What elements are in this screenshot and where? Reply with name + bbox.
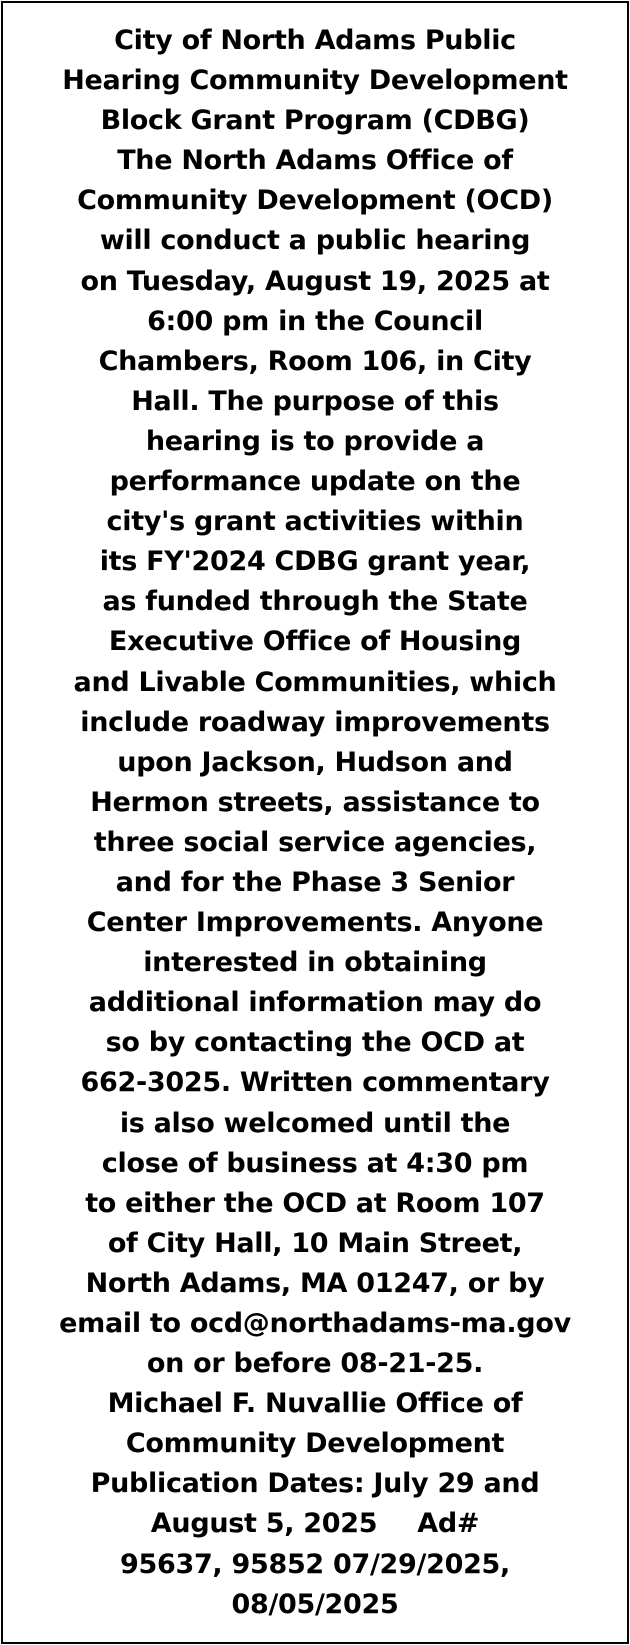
- notice-line: 6:00 pm in the Council: [147, 305, 483, 337]
- notice-line: so by contacting the OCD at: [105, 1027, 525, 1059]
- notice-signature-line: Community Development: [125, 1428, 505, 1460]
- notice-line: include roadway improvements: [80, 706, 550, 738]
- ad-numbers-line: 95637, 95852 07/29/2025,: [120, 1548, 510, 1580]
- notice-line: North Adams, MA 01247, or by: [85, 1267, 545, 1299]
- notice-line: city's grant activities within: [106, 506, 524, 538]
- notice-line: and for the Phase 3 Senior: [115, 866, 515, 898]
- notice-line: three social service agencies,: [93, 826, 537, 858]
- publication-dates-line: Publication Dates: July 29 and: [90, 1468, 540, 1500]
- notice-line: upon Jackson, Hudson and: [117, 746, 513, 778]
- final-date-line: 08/05/2025: [231, 1588, 399, 1620]
- notice-line: Chambers, Room 106, in City: [98, 345, 532, 377]
- notice-line: 662-3025. Written commentary: [80, 1067, 550, 1099]
- notice-line: The North Adams Office of: [117, 145, 513, 177]
- publication-dates-end-line: [3, 1504, 627, 1544]
- notice-line: Community Development (OCD): [77, 185, 553, 217]
- publication-dates-end: August 5, 2025: [150, 1508, 378, 1540]
- notice-line: as funded through the State: [102, 586, 528, 618]
- notice-line: Hearing Community Development: [62, 65, 568, 97]
- legal-notice-text: [3, 21, 627, 1625]
- notice-line: close of business at 4:30 pm: [101, 1147, 529, 1179]
- notice-line: Hermon streets, assistance to: [90, 786, 540, 818]
- notice-line: will conduct a public hearing: [99, 225, 531, 257]
- notice-line: to either the OCD at Room 107: [85, 1187, 545, 1219]
- notice-line: its FY'2024 CDBG grant year,: [99, 546, 531, 578]
- notice-email-line: email to ocd@northadams-ma.gov: [59, 1308, 571, 1339]
- legal-notice-frame: [1, 1, 629, 1644]
- notice-line: on Tuesday, August 19, 2025 at: [80, 265, 550, 297]
- notice-line: Center Improvements. Anyone: [86, 907, 544, 939]
- notice-line: Block Grant Program (CDBG): [100, 105, 530, 137]
- notice-line: Hall. The purpose of this: [131, 385, 499, 417]
- notice-line: additional information may do: [88, 987, 542, 1019]
- ad-number-label: Ad#: [417, 1508, 480, 1540]
- notice-line: City of North Adams Public: [114, 25, 516, 56]
- notice-line: Executive Office of Housing: [108, 626, 522, 658]
- notice-line: performance update on the: [109, 466, 521, 498]
- notice-line: is also welcomed until the: [119, 1107, 511, 1139]
- notice-line: interested in obtaining: [143, 947, 487, 979]
- notice-line: hearing is to provide a: [145, 425, 485, 457]
- notice-line: and Livable Communities, which: [73, 666, 557, 698]
- notice-line: of City Hall, 10 Main Street,: [107, 1227, 523, 1259]
- notice-line: on or before 08-21-25.: [146, 1348, 484, 1380]
- notice-signature-line: Michael F. Nuvallie Office of: [107, 1388, 523, 1420]
